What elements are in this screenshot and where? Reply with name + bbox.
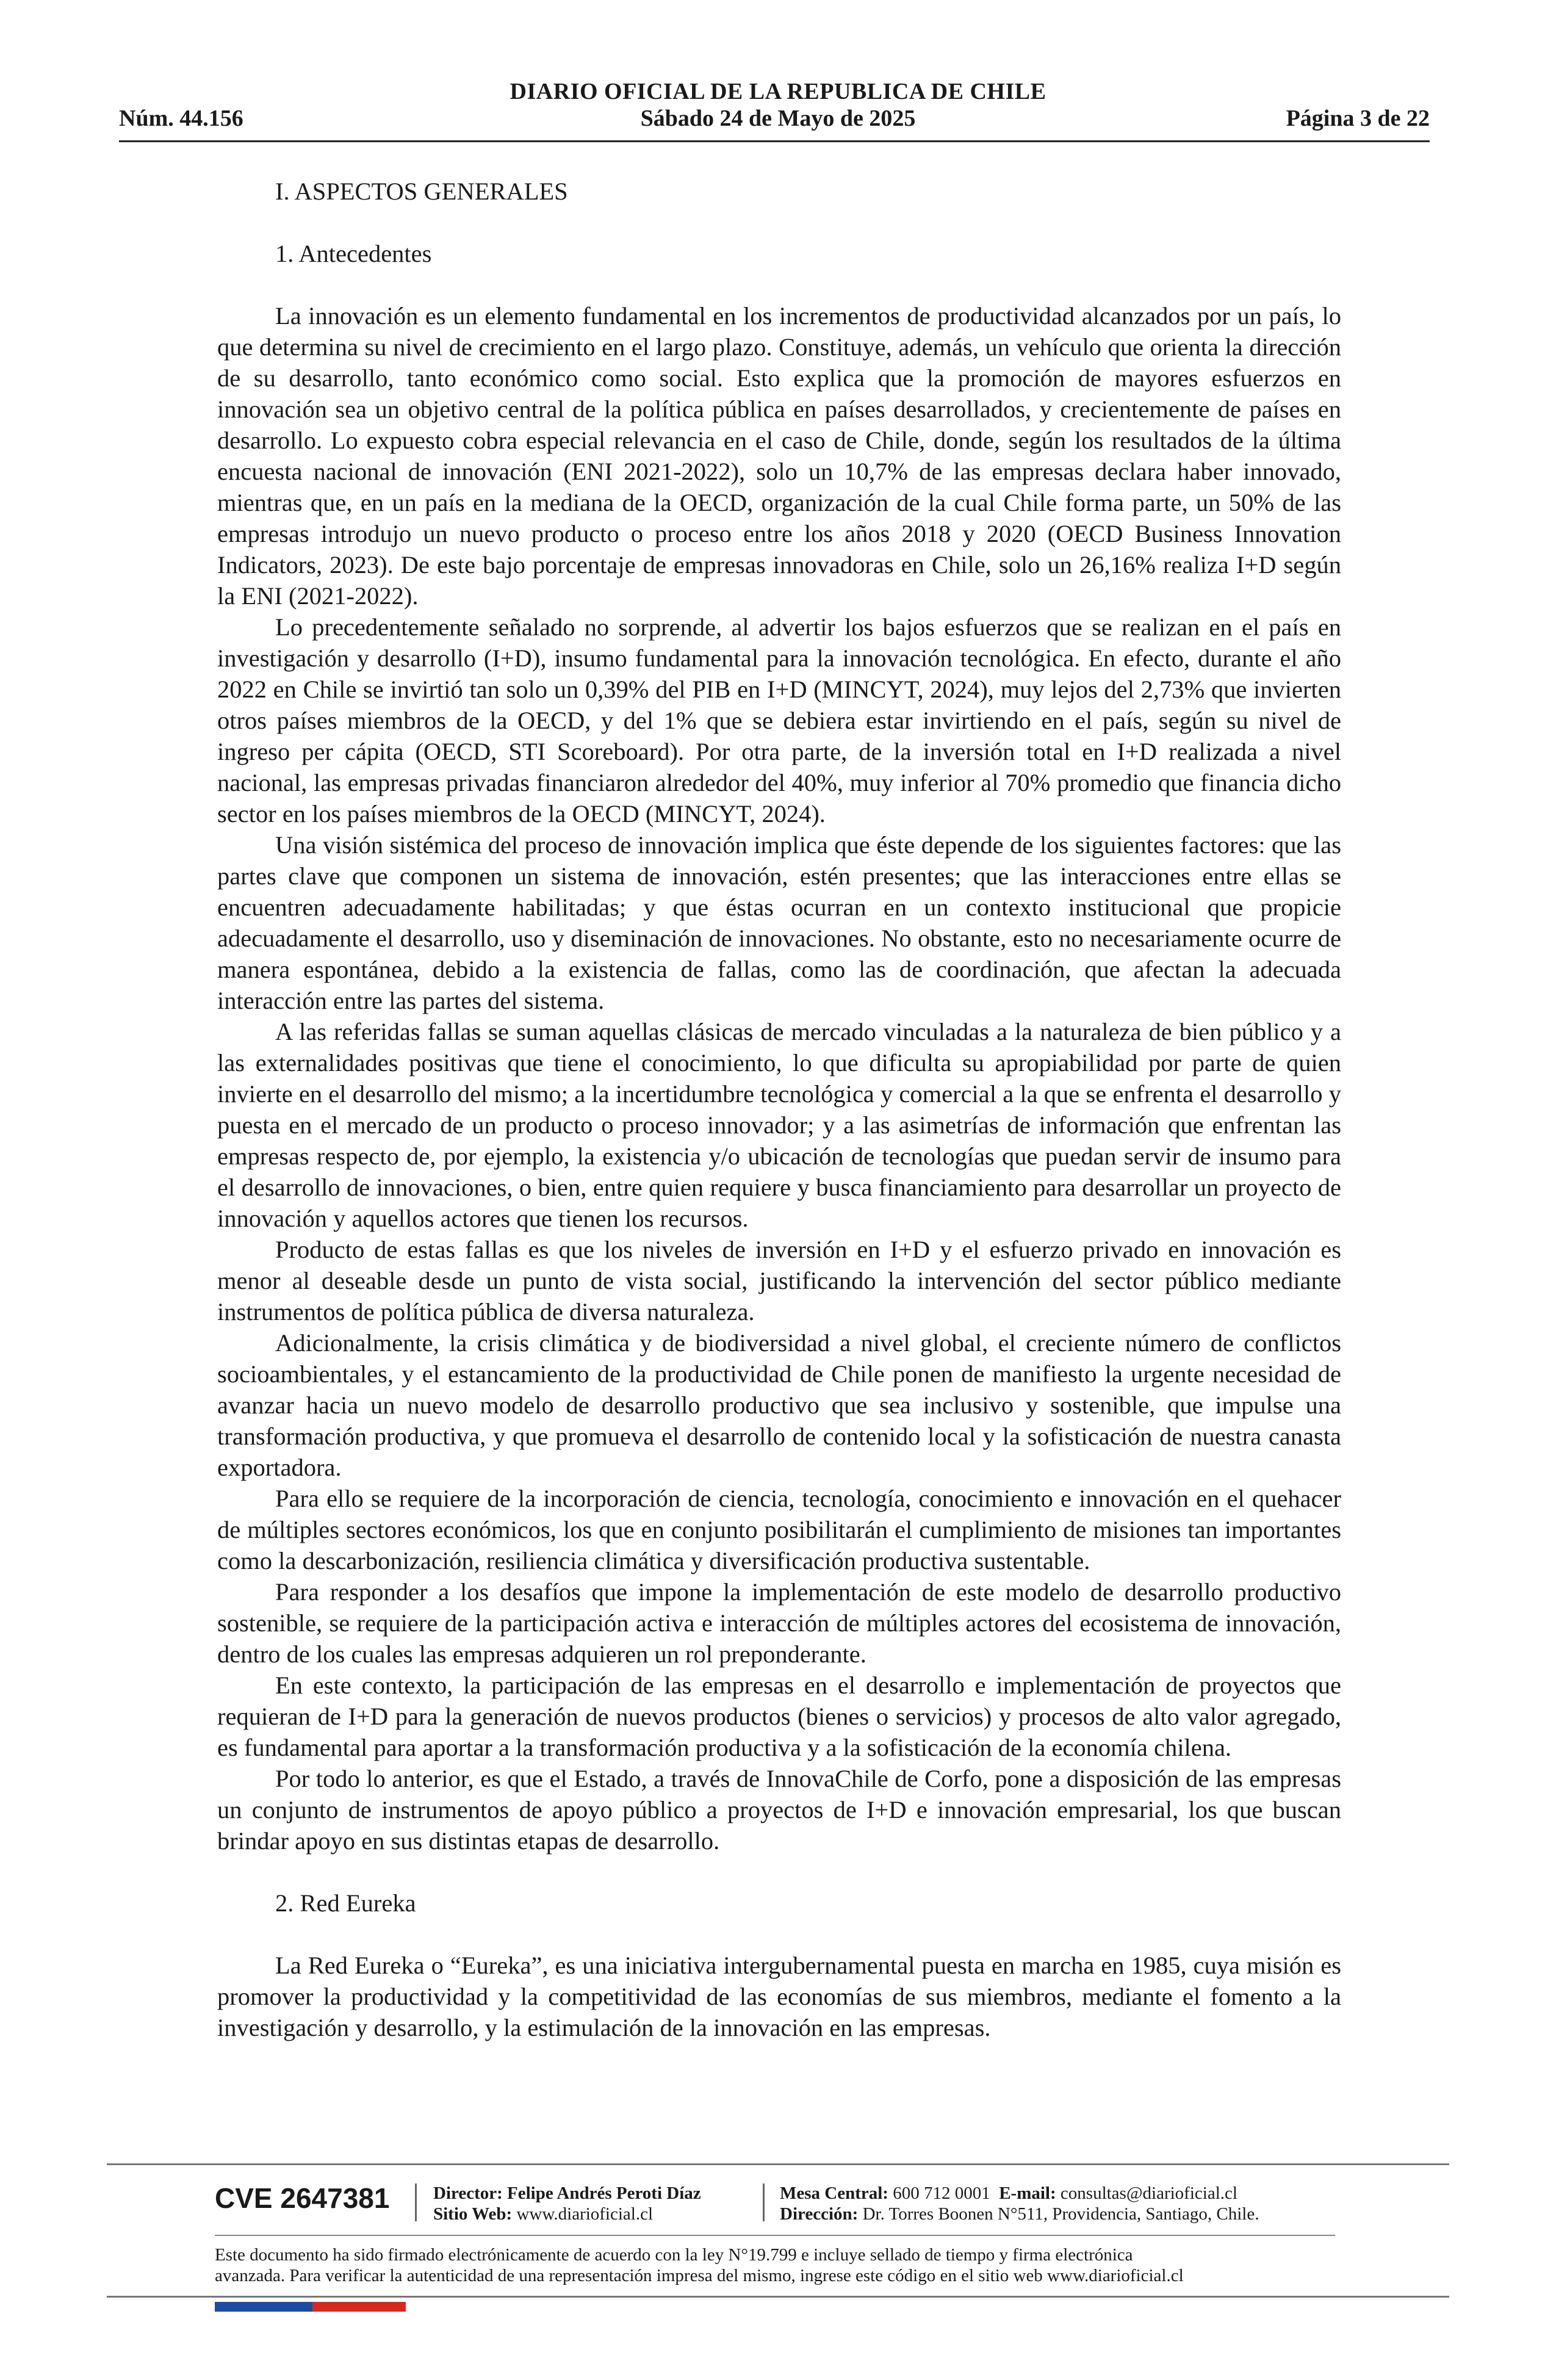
paragraph: La innovación es un elemento fundamental en los incrementos de productividad alcanzados por un país, lo que determina su nivel de crecimiento en el largo plazo. Constituye, además, un vehículo que orienta la dirección de su desarrollo, tanto económico como social. Esto explica que la promoción de mayores esfuerzos en innovación sea un objetivo central de la política pública en países desarrollados, y crecientemente de países en desarrollo. Lo expuesto cobra especial relevancia en el caso de Chile, donde, según los resultados de la última encuesta nacional de innovación (ENI 2021-2022), solo un 10,7% de las empresas declara haber innovado, mientras que, en un país en la mediana de la OECD, organización de la cual Chile forma parte, un 50% de las empresas introdujo un nuevo producto o proceso entre los años 2018 y 2020 (OECD Business Innovation Indicators, 2023). De este bajo porcentaje de empresas innovadoras en Chile, solo un 26,16% realiza I+D según la ENI (2021-2022). <box>217 302 1341 610</box>
journal-title: DIARIO OFICIAL DE LA REPUBLICA DE CHILE <box>510 79 1046 104</box>
header-divider <box>119 140 1430 142</box>
paragraph: Adicionalmente, la crisis climática y de biodiversidad a nivel global, el creciente número de conflictos socioambientales, y el estancamiento de la productividad de Chile ponen de manifiesto la urgente necesidad de avanzar hacia un nuevo modelo de desarrollo productivo que sea inclusivo y sostenible, que impulse una transformación productiva, y que promueva el desarrollo de contenido local y la sofisticación de nuestra canasta exportadora. <box>217 1329 1341 1481</box>
paragraph: Producto de estas fallas es que los niveles de inversión en I+D y el esfuerzo privado en innovación es menor al deseable desde un punto de vista social, justificando la intervención del sector público mediante instrumentos de política pública de diversa naturaleza. <box>217 1236 1341 1325</box>
legal-line: avanzada. Para verificar la autenticidad de una representación impresa del mismo, ingrese este código en el sitio web www.diarioficial.cl <box>215 2266 1184 2285</box>
email-label: E-mail: <box>999 2183 1056 2203</box>
phone-value: 600 712 0001 <box>893 2183 990 2203</box>
footer-divider <box>215 2235 1335 2236</box>
document-body <box>217 176 1341 2043</box>
paragraph: Para ello se requiere de la incorporación de ciencia, tecnología, conocimiento e innovación en el quehacer de múltiples sectores económicos, los que en conjunto posibilitarán el cumplimiento de misiones tan importantes como la descarbonización, resiliencia climática y diversificación productiva sustentable. <box>217 1485 1341 1574</box>
director-label: Director: <box>433 2183 503 2203</box>
legal-line: Este documento ha sido firmado electrónicamente de acuerdo con la ley N°19.799 e incluye sellado de tiempo y firma electrónica <box>215 2245 1133 2265</box>
flag-stripe-blue <box>215 2302 312 2312</box>
legal-notice <box>215 2245 1374 2286</box>
issue-number: Núm. 44.156 <box>119 106 243 131</box>
director-info <box>433 2183 701 2224</box>
flag-stripe-red <box>312 2302 406 2312</box>
paragraph: Por todo lo anterior, es que el Estado, a través de InnovaChile de Corfo, pone a disposición de las empresas un conjunto de instrumentos de apoyo público a proyectos de I+D e innovación empresarial, los que buscan brindar apoyo en sus distintas etapas de desarrollo. <box>217 1765 1341 1855</box>
subsection-heading-red-eureka: 2. Red Eureka <box>275 1889 416 1917</box>
paragraph-group-antecedentes <box>217 300 1341 1856</box>
issue-date: Sábado 24 de Mayo de 2025 <box>640 106 916 131</box>
footer-divider <box>107 2296 1449 2298</box>
paragraph: En este contexto, la participación de las empresas en el desarrollo e implementación de proyectos que requieran de I+D para la generación de nuevos productos (bienes o servicios) y procesos de alto valor agregado, es fundamental para aportar a la transformación productiva y a la sofisticación de la economía chilena. <box>217 1671 1341 1761</box>
address-value: Dr. Torres Boonen N°511, Providencia, Santiago, Chile. <box>862 2204 1259 2224</box>
subsection-heading-antecedentes: 1. Antecedentes <box>275 240 432 267</box>
page-number: Página 3 de 22 <box>1286 106 1430 131</box>
paragraph: La Red Eureka o “Eureka”, es una iniciativa intergubernamental puesta en marcha en 1985, cuya misión es promover la productividad y la competitividad de las economías de sus miembros, mediante el fomento a la investigación y desarrollo, y la estimulación de la innovación en las empresas. <box>217 1952 1341 2041</box>
phone-label: Mesa Central: <box>780 2183 888 2203</box>
footer-separator <box>415 2183 417 2221</box>
section-title: I. ASPECTOS GENERALES <box>275 178 568 205</box>
site-link[interactable]: www.diarioficial.cl <box>516 2204 654 2224</box>
footer-divider <box>107 2163 1449 2165</box>
director-name: Felipe Andrés Peroti Díaz <box>507 2183 701 2203</box>
address-label: Dirección: <box>780 2204 859 2224</box>
paragraph: Una visión sistémica del proceso de innovación implica que éste depende de los siguientes factores: que las partes clave que componen un sistema de innovación, estén presentes; que las interacciones entre ellas se encuentren adecuadamente habilitadas; y que éstas ocurran en un contexto institucional que propicie adecuadamente el desarrollo, uso y diseminación de innovaciones. No obstante, esto no necesariamente ocurre de manera espontánea, debido a la existencia de fallas, como las de coordinación, que afectan la adecuada interacción entre las partes del sistema. <box>217 831 1341 1014</box>
footer-separator <box>763 2183 765 2221</box>
cve-code: CVE 2647381 <box>215 2182 390 2214</box>
site-label: Sitio Web: <box>433 2204 513 2224</box>
paragraph: Lo precedentemente señalado no sorprende, al advertir los bajos esfuerzos que se realizan en el país en investigación y desarrollo (I+D), insumo fundamental para la innovación tecnológica. En efecto, durante el año 2022 en Chile se invirtió tan solo un 0,39% del PIB en I+D (MINCYT, 2024), muy lejos del 2,73% que invierten otros países miembros de la OECD, y del 1% que se debiera estar invirtiendo en el país, según su nivel de ingreso per cápita (OECD, STI Scoreboard). Por otra parte, de la inversión total en I+D realizada a nivel nacional, las empresas privadas financiaron alrededor del 40%, muy inferior al 70% promedio que financia dicho sector en los países miembros de la OECD (MINCYT, 2024). <box>217 613 1341 828</box>
email-link[interactable]: consultas@diarioficial.cl <box>1060 2183 1237 2203</box>
paragraph: Para responder a los desafíos que impone la implementación de este modelo de desarrollo productivo sostenible, se requiere de la participación activa e interacción de múltiples actores del ecosistema de innovación, dentro de los cuales las empresas adquieren un rol preponderante. <box>217 1578 1341 1668</box>
contact-info <box>780 2183 1259 2224</box>
paragraph: A las referidas fallas se suman aquellas clásicas de mercado vinculadas a la naturaleza de bien público y a las externalidades positivas que tiene el conocimiento, lo que dificulta su apropiabilidad por parte de quien invierte en el desarrollo del mismo; a la incertidumbre tecnológica y comercial a la que se enfrenta el desarrollo y puesta en el mercado de un producto o proceso innovador; y a las asimetrías de información que enfrentan las empresas respecto de, por ejemplo, la existencia y/o ubicación de tecnologías que puedan servir de insumo para el desarrollo de innovaciones, o bien, entre quien requiere y busca financiamiento para desarrollar un proyecto de innovación y aquellos actores que tienen los recursos. <box>217 1018 1341 1232</box>
